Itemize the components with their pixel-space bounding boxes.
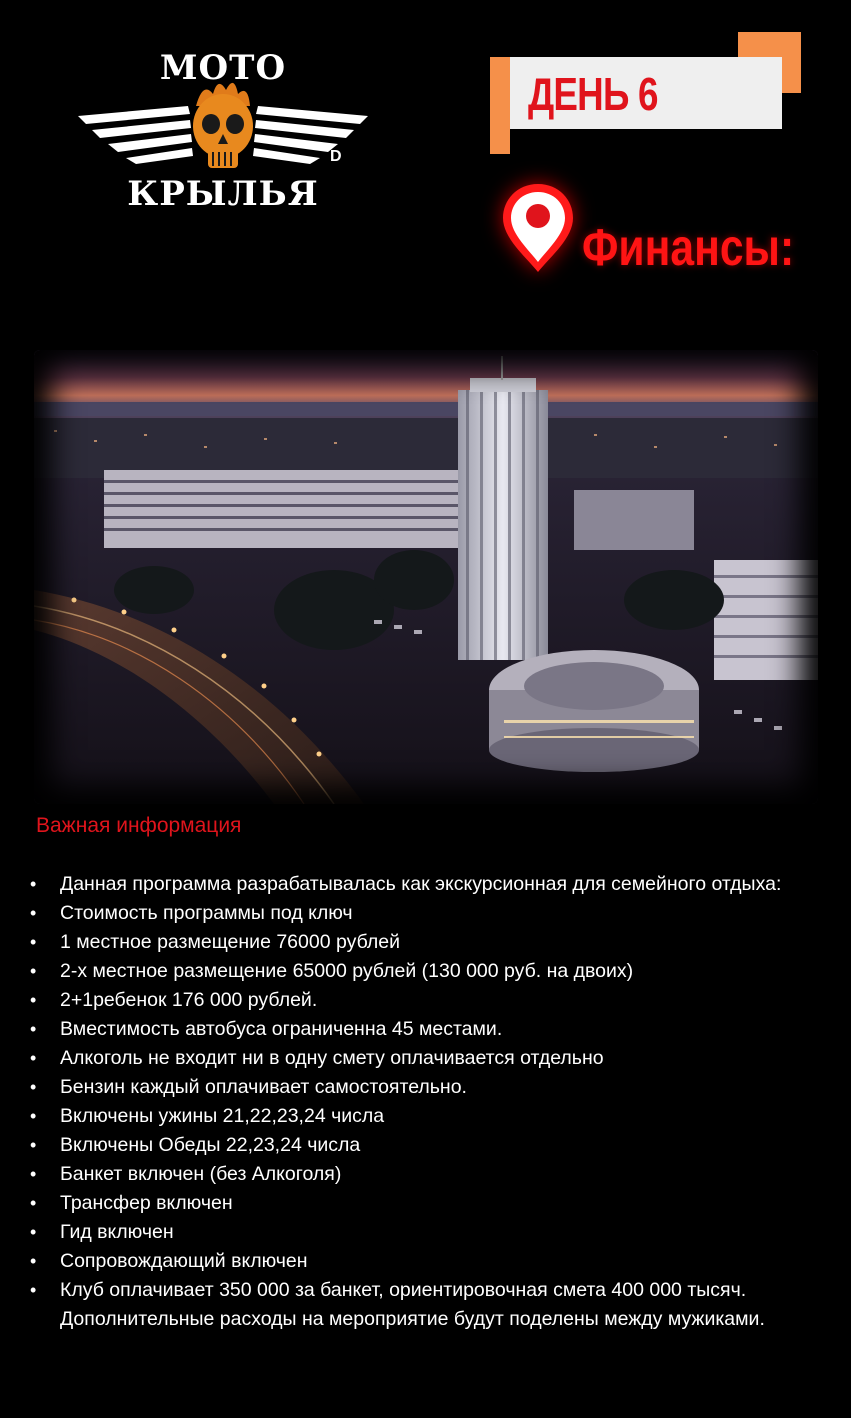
city-night-photo [34,350,818,804]
list-item: • 2+1ребенок 176 000 рублей. [30,986,800,1015]
list-item: • 1 местное размещение 76000 рублей [30,928,800,957]
info-heading: Важная информация [36,814,242,837]
day-banner [490,32,802,154]
logo-bottom-word: КРЫЛЬЯ [127,174,319,214]
list-item: • Бензин каждый оплачивает самостоятельно. [30,1073,800,1102]
list-item: • Стоимость программы под ключ [30,899,800,928]
banner-accent-left [490,57,510,154]
trademark-mark: D [330,148,342,165]
club-logo [78,48,368,223]
day-label: ДЕНЬ 6 [528,68,658,120]
winged-skull-icon [78,76,368,176]
list-item: • Гид включен [30,1218,800,1247]
list-item: • 2-х местное размещение 65000 рублей (130 000 руб. на двоих) [30,957,800,986]
list-item: • Вместимость автобуса ограниченна 45 местами. [30,1015,800,1044]
list-item: • Сопровождающий включен [30,1247,800,1276]
list-item: • Включены Обеды 22,23,24 числа [30,1131,800,1160]
map-pin-icon [497,180,579,276]
list-item: • Данная программа разрабатывалась как экскурсионная для семейного отдыха: [30,870,800,899]
list-item: • Трансфер включен [30,1189,800,1218]
section-title: Финансы: [582,219,795,277]
list-item: • Включены ужины 21,22,23,24 числа [30,1102,800,1131]
list-item: • Алкоголь не входит ни в одну смету оплачивается отдельно [30,1044,800,1073]
list-item: • Банкет включен (без Алкоголя) [30,1160,800,1189]
list-item: • Клуб оплачивает 350 000 за банкет, ориентировочная смета 400 000 тысяч. Дополнительные расходы на мероприятие будут поделены между мужиками. [30,1276,800,1334]
logo-top-word: МОТО [159,48,287,88]
info-list [30,870,800,1334]
